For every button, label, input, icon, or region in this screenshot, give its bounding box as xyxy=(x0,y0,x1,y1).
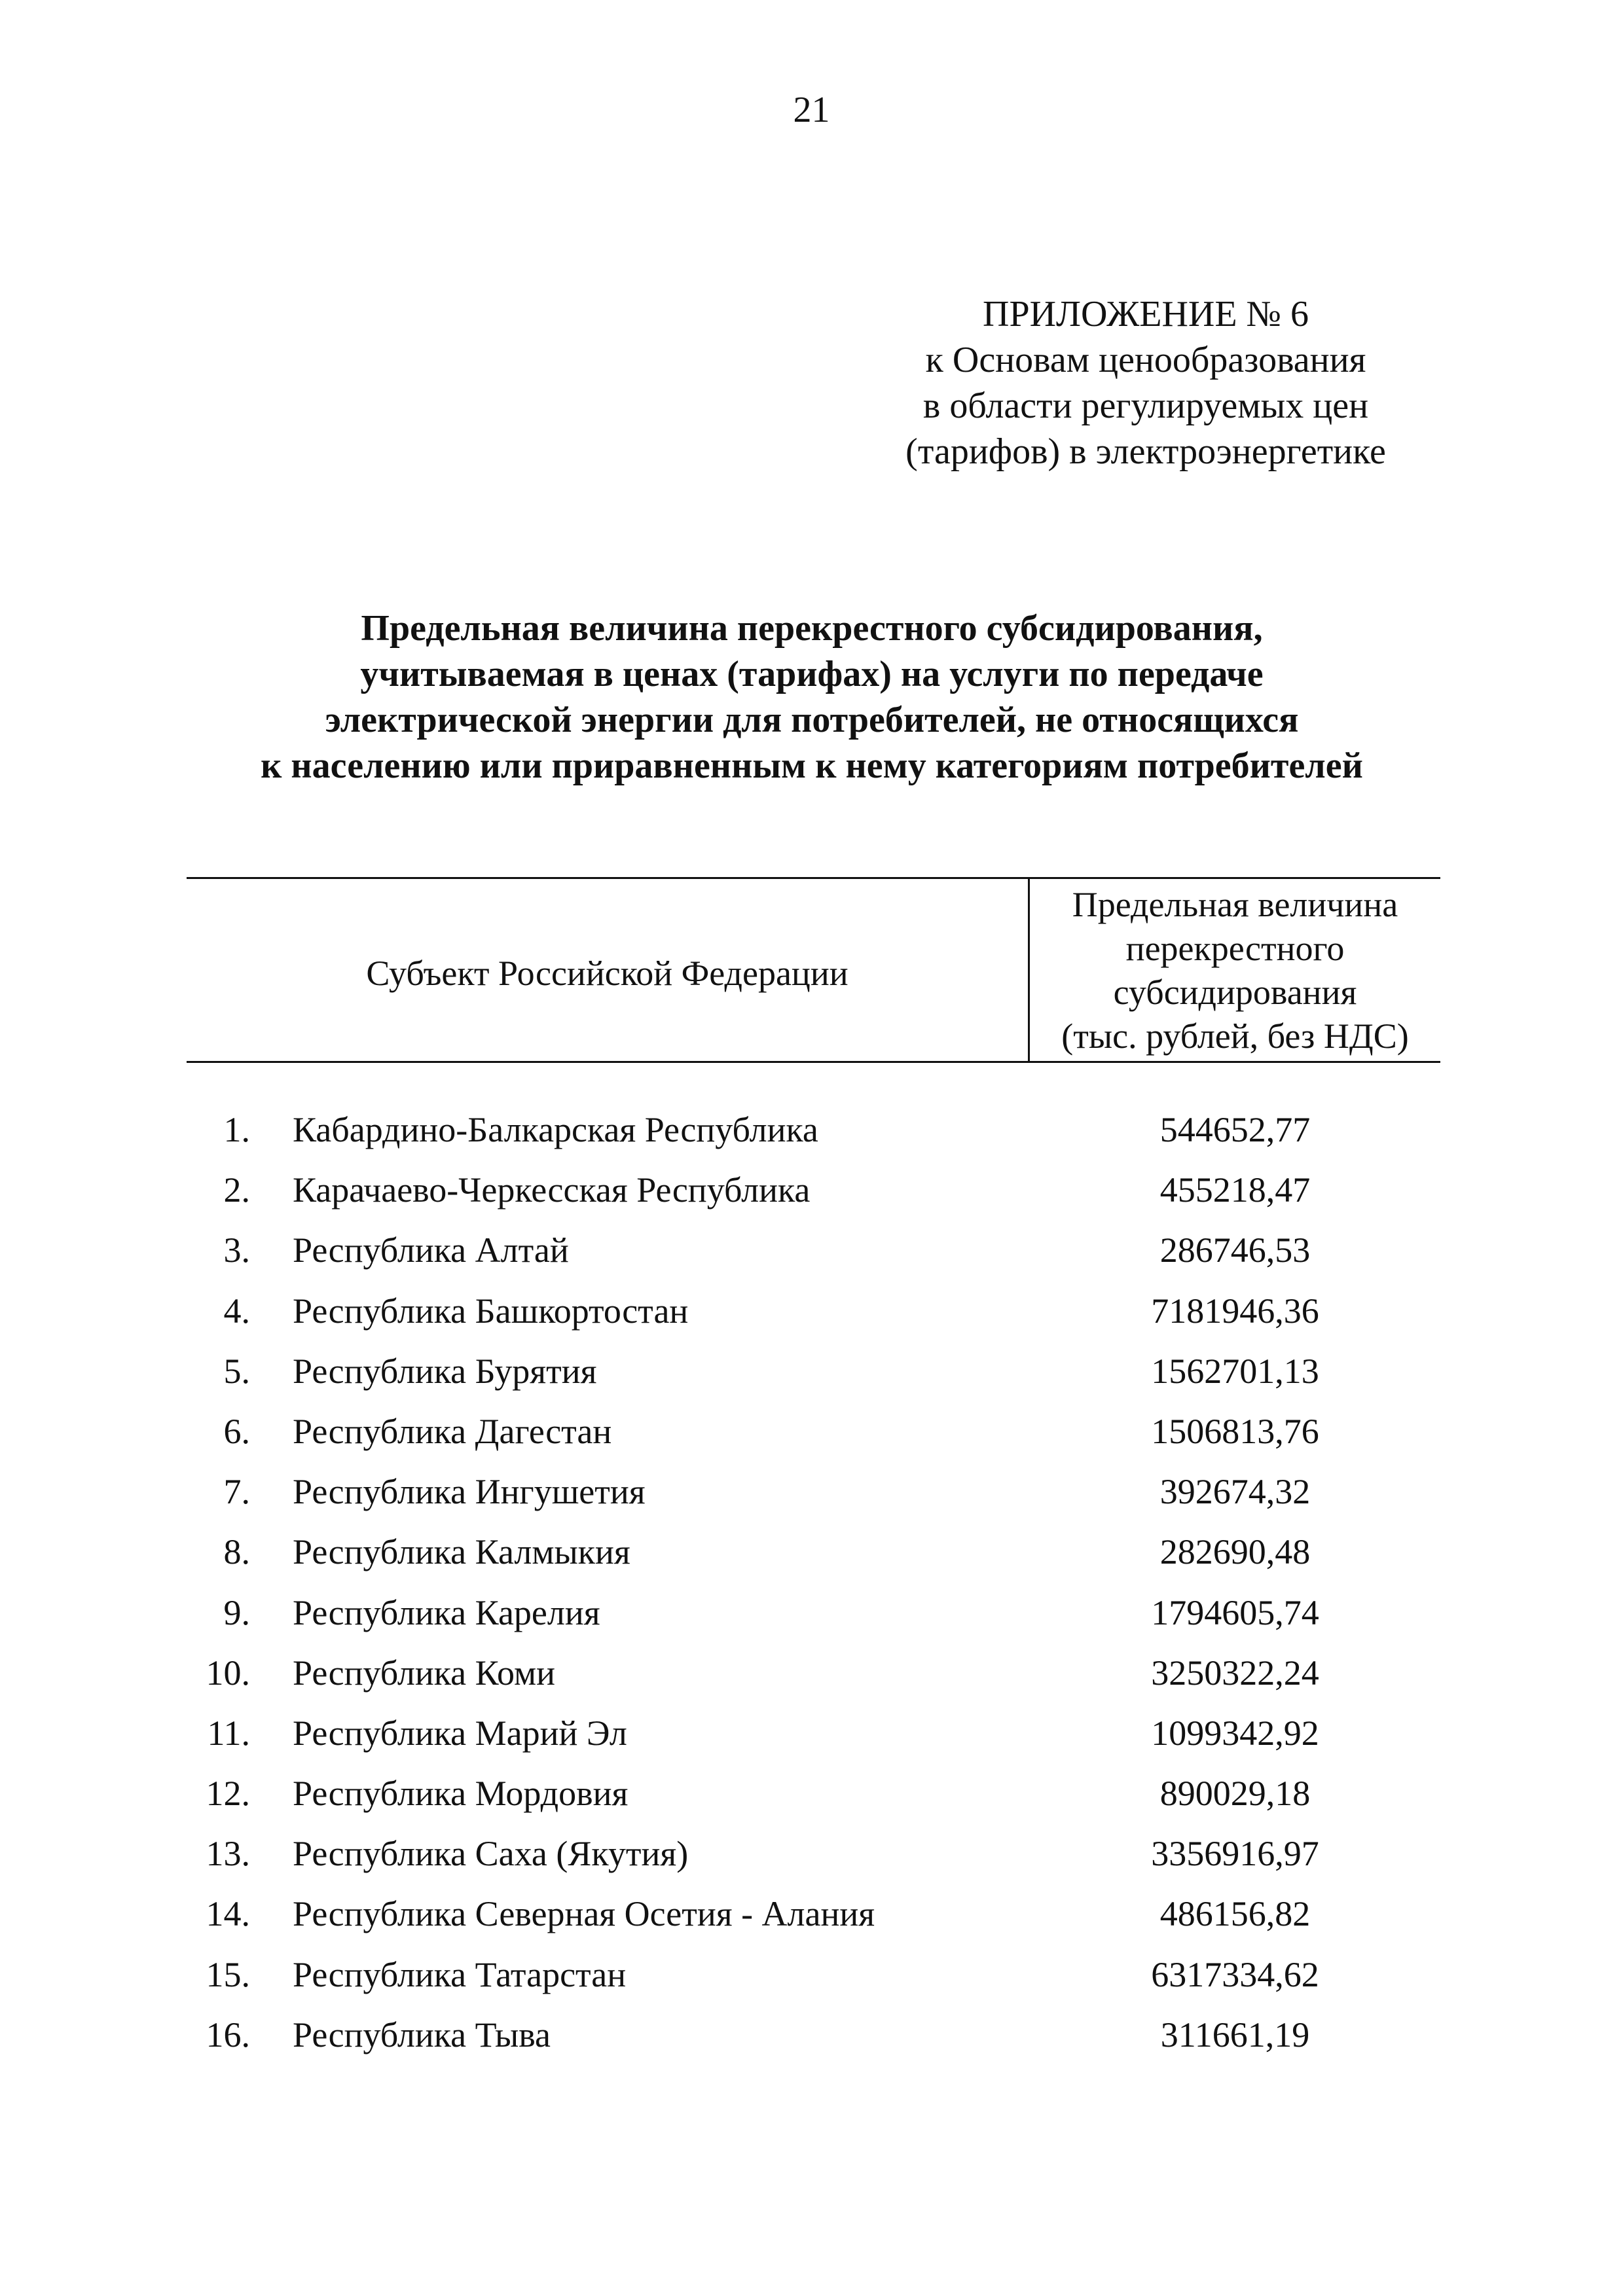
table-row xyxy=(187,1703,1440,1763)
row-subject: Республика Бурятия xyxy=(293,1351,597,1391)
row-subject: Республика Башкортостан xyxy=(293,1291,689,1331)
row-number: 7. xyxy=(223,1472,250,1512)
row-subject: Карачаево-Черкесская Республика xyxy=(293,1170,811,1210)
row-number: 1. xyxy=(223,1110,250,1149)
page-number: 21 xyxy=(793,90,830,130)
header-value-line-2: перекрестного xyxy=(1125,929,1345,968)
row-subject: Республика Мордовия xyxy=(293,1774,629,1814)
appendix-line-1: к Основам ценообразования xyxy=(925,340,1366,380)
row-value: 282690,48 xyxy=(1159,1532,1311,1572)
row-subject: Кабардино-Балкарская Республика xyxy=(293,1110,818,1149)
title-line-3: электрической энергии для потребителей, не относящихся xyxy=(325,700,1299,740)
row-value: 890029,18 xyxy=(1159,1774,1311,1814)
table-row xyxy=(187,1341,1440,1401)
row-value: 1506813,76 xyxy=(1151,1411,1319,1451)
header-value-line-4: (тыс. рублей, без НДС) xyxy=(1061,1016,1409,1056)
header-value xyxy=(1030,883,1440,1058)
row-number: 9. xyxy=(223,1592,250,1632)
row-subject: Республика Марий Эл xyxy=(293,1713,627,1753)
appendix-line-2: в области регулируемых цен xyxy=(922,386,1369,426)
row-value: 3250322,24 xyxy=(1151,1653,1319,1693)
title-line-4: к населению или приравненным к нему категориям потребителей xyxy=(261,745,1363,786)
header-value-line-1: Предельная величина xyxy=(1072,885,1398,924)
row-number: 15. xyxy=(206,1954,250,1994)
appendix-block xyxy=(864,291,1427,475)
row-value: 455218,47 xyxy=(1159,1170,1311,1210)
row-subject: Республика Татарстан xyxy=(293,1954,627,1994)
table-row xyxy=(187,1643,1440,1703)
appendix-heading: ПРИЛОЖЕНИЕ № 6 xyxy=(983,294,1309,334)
row-subject: Республика Алтай xyxy=(293,1230,569,1270)
table-header xyxy=(187,877,1440,1063)
row-number: 12. xyxy=(206,1774,250,1814)
row-value: 544652,77 xyxy=(1159,1110,1311,1149)
table-row xyxy=(187,1462,1440,1522)
row-subject: Республика Саха (Якутия) xyxy=(293,1834,689,1874)
row-subject: Республика Тыва xyxy=(293,2015,551,2054)
title-line-1: Предельная величина перекрестного субсидирования, xyxy=(361,608,1263,649)
row-number: 13. xyxy=(206,1834,250,1874)
row-value: 286746,53 xyxy=(1159,1230,1311,1270)
table-row xyxy=(187,1100,1440,1160)
row-subject: Республика Калмыкия xyxy=(293,1532,630,1572)
row-value: 3356916,97 xyxy=(1151,1834,1319,1874)
row-number: 8. xyxy=(223,1532,250,1572)
row-value: 392674,32 xyxy=(1159,1472,1311,1512)
row-number: 16. xyxy=(206,2015,250,2054)
row-number: 5. xyxy=(223,1351,250,1391)
row-number: 2. xyxy=(223,1170,250,1210)
row-subject: Республика Дагестан xyxy=(293,1411,612,1451)
row-subject: Республика Коми xyxy=(293,1653,556,1693)
row-value: 1794605,74 xyxy=(1151,1592,1319,1632)
row-number: 4. xyxy=(223,1291,250,1331)
title-line-2: учитываемая в ценах (тарифах) на услуги по передаче xyxy=(360,654,1264,694)
table-row xyxy=(187,1583,1440,1643)
row-value: 1562701,13 xyxy=(1151,1351,1319,1391)
row-value: 7181946,36 xyxy=(1151,1291,1319,1331)
header-value-line-3: субсидирования xyxy=(1113,973,1357,1012)
row-subject: Республика Ингушетия xyxy=(293,1472,646,1512)
row-value: 6317334,62 xyxy=(1151,1954,1319,1994)
header-subject: Субъект Российской Федерации xyxy=(366,954,848,993)
table-row xyxy=(187,2005,1440,2065)
row-subject: Республика Карелия xyxy=(293,1592,600,1632)
table-body xyxy=(187,1100,1440,2065)
table-row xyxy=(187,1884,1440,1944)
table-row xyxy=(187,1281,1440,1341)
row-subject: Республика Северная Осетия - Алания xyxy=(293,1894,875,1934)
table-row xyxy=(187,1401,1440,1462)
table-row xyxy=(187,1823,1440,1884)
table-row xyxy=(187,1763,1440,1823)
table-row xyxy=(187,1160,1440,1220)
row-number: 14. xyxy=(206,1894,250,1934)
table-row xyxy=(187,1220,1440,1280)
table-row xyxy=(187,1522,1440,1582)
row-value: 1099342,92 xyxy=(1151,1713,1319,1753)
subsidy-table xyxy=(187,877,1440,2054)
document-title xyxy=(157,605,1467,789)
row-number: 3. xyxy=(223,1230,250,1270)
row-number: 10. xyxy=(206,1653,250,1693)
row-number: 11. xyxy=(207,1713,250,1753)
row-number: 6. xyxy=(223,1411,250,1451)
appendix-line-3: (тарифов) в электроэнергетике xyxy=(905,431,1386,472)
table-row xyxy=(187,1945,1440,2005)
row-value: 311661,19 xyxy=(1160,2015,1310,2054)
row-value: 486156,82 xyxy=(1159,1894,1311,1934)
